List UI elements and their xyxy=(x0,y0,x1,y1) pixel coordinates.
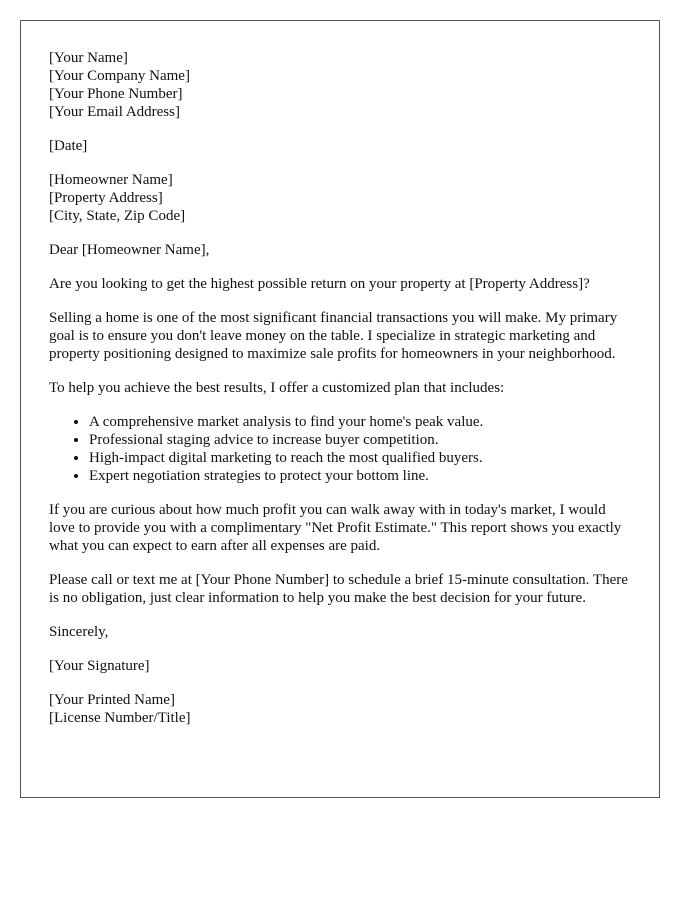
salutation: Dear [Homeowner Name], xyxy=(49,242,210,258)
closing: Sincerely, xyxy=(49,624,109,640)
recipient-block xyxy=(49,171,631,225)
sender-block xyxy=(49,49,631,121)
recipient-city-state-zip: [City, State, Zip Code] xyxy=(49,208,186,224)
license-title: [License Number/Title] xyxy=(49,710,191,726)
signature-placeholder: [Your Signature] xyxy=(49,658,150,674)
date-block xyxy=(49,137,631,155)
signoff-block xyxy=(49,691,631,727)
offer-paragraph: If you are curious about how much profit you can walk away with in today's market, I would love to provide you with a complimentary "Net Profit Estimate." This report shows you exactly what you can expect to earn after all expenses are paid. xyxy=(49,502,622,554)
letter-date: [Date] xyxy=(49,138,88,154)
sender-phone: [Your Phone Number] xyxy=(49,86,183,102)
letter-page xyxy=(20,20,660,798)
plan-list-item: • A comprehensive market analysis to find your home's peak value. xyxy=(89,413,631,431)
plan-list xyxy=(49,413,631,485)
plan-intro-paragraph: To help you achieve the best results, I offer a customized plan that includes: xyxy=(49,380,505,396)
plan-list-item: • High-impact digital marketing to reach the most qualified buyers. xyxy=(89,449,631,467)
plan-list-item: • Expert negotiation strategies to protect your bottom line. xyxy=(89,467,631,485)
intro-question-paragraph: Are you looking to get the highest possible return on your property at [Property Address]? xyxy=(49,276,590,292)
call-to-action-paragraph: Please call or text me at [Your Phone Number] to schedule a brief 15-minute consultation. There is no obligation, just clear information to help you make the best decision for your future. xyxy=(49,572,628,606)
selling-paragraph: Selling a home is one of the most significant financial transactions you will make. My primary goal is to ensure you don't leave money on the table. I specialize in strategic marketing and property positioning designed to maximize sale profits for homeowners in your neighborhood. xyxy=(49,310,618,362)
sender-company: [Your Company Name] xyxy=(49,68,190,84)
recipient-name: [Homeowner Name] xyxy=(49,172,173,188)
recipient-address: [Property Address] xyxy=(49,190,163,206)
sender-name: [Your Name] xyxy=(49,50,128,66)
printed-name: [Your Printed Name] xyxy=(49,692,175,708)
sender-email: [Your Email Address] xyxy=(49,104,180,120)
plan-list-item: • Professional staging advice to increase buyer competition. xyxy=(89,431,631,449)
